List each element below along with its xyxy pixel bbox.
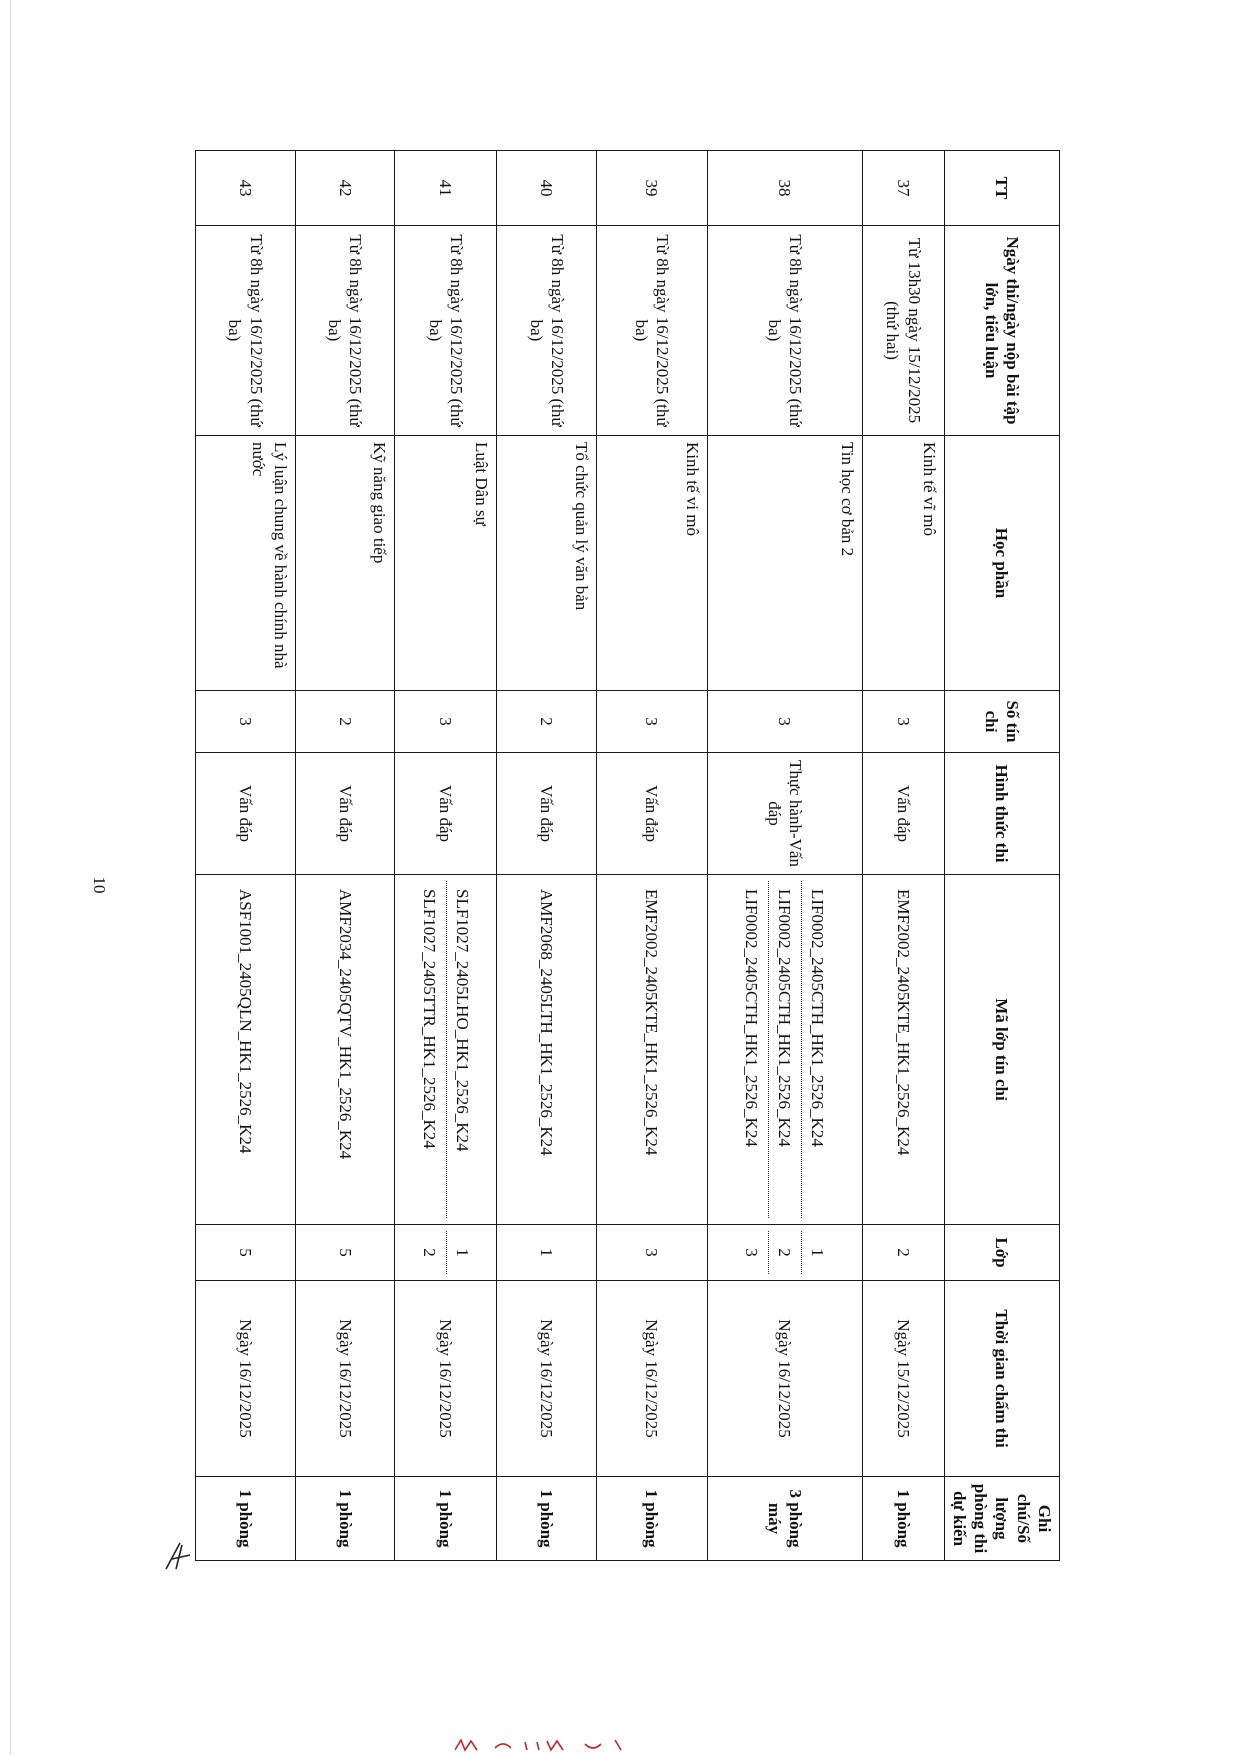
row-note: 1 phòng bbox=[196, 1477, 296, 1561]
row-credits: 3 bbox=[596, 691, 707, 753]
ma-lop-item: SLF1027_2405LHO_HK1_2526_K24 bbox=[446, 881, 479, 1218]
row-cham: Ngày 16/12/2025 bbox=[295, 1281, 395, 1477]
table-row bbox=[196, 151, 296, 1561]
header-tt: TT bbox=[944, 151, 1059, 226]
header-thoi-gian: Thời gian chấm thi bbox=[944, 1281, 1059, 1477]
scan-page-edge bbox=[10, 0, 11, 1755]
row-cham: Ngày 16/12/2025 bbox=[196, 1281, 296, 1477]
lop-item: 5 bbox=[335, 1248, 355, 1257]
rotated-table-wrapper bbox=[195, 150, 1060, 1560]
row-ma-lop bbox=[862, 875, 944, 1225]
lop-item: 5 bbox=[235, 1248, 255, 1257]
row-ma-lop bbox=[497, 875, 597, 1225]
header-so-tin-chi: Số tín chỉ bbox=[944, 691, 1059, 753]
row-credits: 2 bbox=[497, 691, 597, 753]
row-form: Vấn đáp bbox=[196, 753, 296, 875]
row-lop bbox=[395, 1225, 497, 1281]
table-row bbox=[596, 151, 707, 1561]
row-credits: 2 bbox=[295, 691, 395, 753]
row-form: Vấn đáp bbox=[497, 753, 597, 875]
row-tt: 41 bbox=[395, 151, 497, 226]
row-date: Từ 8h ngày 16/12/2025 (thứ ba) bbox=[596, 226, 707, 436]
handwritten-initials bbox=[160, 1535, 200, 1575]
row-lop bbox=[862, 1225, 944, 1281]
row-note: 1 phòng bbox=[395, 1477, 497, 1561]
header-date: Ngày thi/ngày nộp bài tập lớn, tiểu luận bbox=[944, 226, 1059, 436]
row-credits: 3 bbox=[862, 691, 944, 753]
row-cham: Ngày 15/12/2025 bbox=[862, 1281, 944, 1477]
row-ma-lop bbox=[707, 875, 862, 1225]
table-header-row bbox=[944, 151, 1059, 1561]
row-tt: 42 bbox=[295, 151, 395, 226]
row-form: Vấn đáp bbox=[862, 753, 944, 875]
row-form: Thực hành-Vấn đáp bbox=[707, 753, 862, 875]
row-lop bbox=[196, 1225, 296, 1281]
row-ma-lop bbox=[295, 875, 395, 1225]
row-tt: 43 bbox=[196, 151, 296, 226]
lop-item: 2 bbox=[419, 1248, 439, 1257]
ma-lop-item: AMF2034_2405QTV_HK1_2526_K24 bbox=[335, 889, 355, 1160]
row-form: Vấn đáp bbox=[596, 753, 707, 875]
row-cham: Ngày 16/12/2025 bbox=[707, 1281, 862, 1477]
row-note: 1 phòng bbox=[862, 1477, 944, 1561]
lop-item: 2 bbox=[893, 1248, 913, 1257]
row-cham: Ngày 16/12/2025 bbox=[395, 1281, 497, 1477]
exam-schedule-table bbox=[195, 150, 1060, 1561]
row-credits: 3 bbox=[196, 691, 296, 753]
row-form: Vấn đáp bbox=[295, 753, 395, 875]
table-row bbox=[707, 151, 862, 1561]
row-note: 3 phòng máy bbox=[707, 1477, 862, 1561]
row-hoc-phan: Kinh tế vĩ mô bbox=[862, 436, 944, 691]
row-date: Từ 8h ngày 16/12/2025 (thứ ba) bbox=[196, 226, 296, 436]
row-hoc-phan: Luật Dân sự bbox=[395, 436, 497, 691]
row-hoc-phan: Tin học cơ bản 2 bbox=[707, 436, 862, 691]
lop-item: 1 bbox=[801, 1231, 834, 1274]
row-date: Từ 13h30 ngày 15/12/2025 (thứ hai) bbox=[862, 226, 944, 436]
row-tt: 40 bbox=[497, 151, 597, 226]
ma-lop-item: SLF1027_2405TTR_HK1_2526_K24 bbox=[419, 889, 439, 1149]
row-note: 1 phòng bbox=[596, 1477, 707, 1561]
row-hoc-phan: Kinh tế vi mô bbox=[596, 436, 707, 691]
row-form: Vấn đáp bbox=[395, 753, 497, 875]
header-hoc-phan: Học phần bbox=[944, 436, 1059, 691]
table-row bbox=[497, 151, 597, 1561]
row-lop bbox=[707, 1225, 862, 1281]
ma-lop-item: EMF2002_2405KTE_HK1_2526_K24 bbox=[642, 889, 662, 1156]
ma-lop-item: EMF2002_2405KTE_HK1_2526_K24 bbox=[893, 889, 913, 1156]
row-tt: 38 bbox=[707, 151, 862, 226]
table-row bbox=[295, 151, 395, 1561]
row-date: Từ 8h ngày 16/12/2025 (thứ ba) bbox=[295, 226, 395, 436]
header-lop: Lớp bbox=[944, 1225, 1059, 1281]
row-credits: 3 bbox=[395, 691, 497, 753]
row-ma-lop bbox=[596, 875, 707, 1225]
lop-item: 3 bbox=[642, 1248, 662, 1257]
header-hinh-thuc: Hình thức thi bbox=[944, 753, 1059, 875]
row-lop bbox=[295, 1225, 395, 1281]
ma-lop-item: LIF0002_2405CTH_HK1_2526_K24 bbox=[768, 881, 801, 1218]
table-row bbox=[862, 151, 944, 1561]
row-date: Từ 8h ngày 16/12/2025 (thứ ba) bbox=[395, 226, 497, 436]
row-tt: 37 bbox=[862, 151, 944, 226]
row-hoc-phan: Lý luận chung về hành chính nhà nước bbox=[196, 436, 296, 691]
lop-item: 1 bbox=[537, 1248, 557, 1257]
row-lop bbox=[497, 1225, 597, 1281]
row-ma-lop bbox=[196, 875, 296, 1225]
red-handwriting-mark bbox=[455, 1738, 665, 1756]
row-hoc-phan: Kỹ năng giao tiếp bbox=[295, 436, 395, 691]
row-cham: Ngày 16/12/2025 bbox=[497, 1281, 597, 1477]
ma-lop-item: ASF1001_2405QLN_HK1_2526_K24 bbox=[235, 889, 255, 1154]
row-cham: Ngày 16/12/2025 bbox=[596, 1281, 707, 1477]
ma-lop-item: LIF0002_2405CTH_HK1_2526_K24 bbox=[742, 889, 762, 1147]
page-number: 10 bbox=[90, 876, 109, 894]
ma-lop-item: LIF0002_2405CTH_HK1_2526_K24 bbox=[801, 881, 834, 1218]
header-ma-lop: Mã lớp tín chỉ bbox=[944, 875, 1059, 1225]
row-note: 1 phòng bbox=[497, 1477, 597, 1561]
row-date: Từ 8h ngày 16/12/2025 (thứ ba) bbox=[707, 226, 862, 436]
row-tt: 39 bbox=[596, 151, 707, 226]
table-row bbox=[395, 151, 497, 1561]
row-lop bbox=[596, 1225, 707, 1281]
ma-lop-item: AMF2068_2405LTH_HK1_2526_K24 bbox=[537, 889, 557, 1156]
row-date: Từ 8h ngày 16/12/2025 (thứ ba) bbox=[497, 226, 597, 436]
lop-item: 2 bbox=[768, 1231, 801, 1274]
lop-item: 3 bbox=[742, 1248, 762, 1257]
row-credits: 3 bbox=[707, 691, 862, 753]
row-note: 1 phòng bbox=[295, 1477, 395, 1561]
lop-item: 1 bbox=[446, 1231, 479, 1274]
header-ghi-chu: Ghi chú/Số lượng phòng thi dự kiến bbox=[944, 1477, 1059, 1561]
row-hoc-phan: Tổ chức quản lý văn bản bbox=[497, 436, 597, 691]
row-ma-lop bbox=[395, 875, 497, 1225]
